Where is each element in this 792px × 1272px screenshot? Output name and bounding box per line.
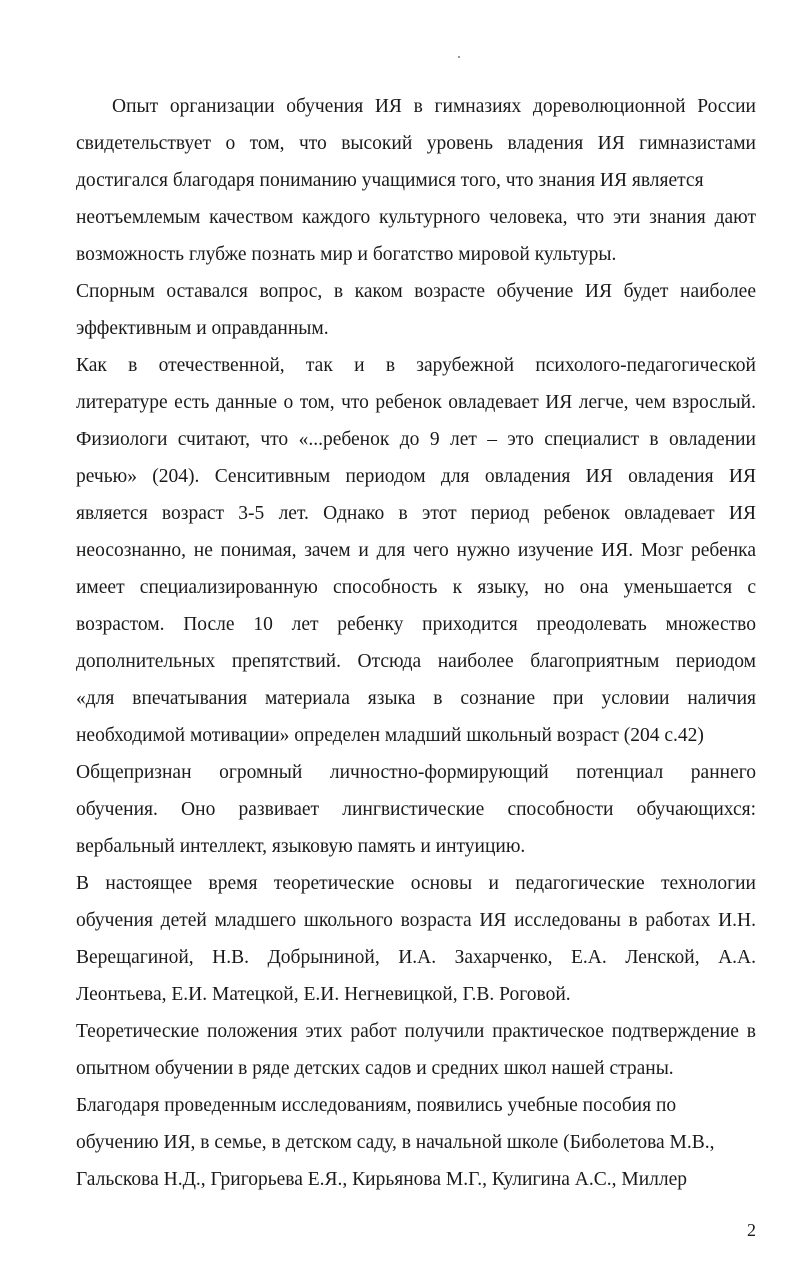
text-line: является возраст 3-5 лет. Однако в этот период ребенок овладевает ИЯ <box>76 503 756 524</box>
text-line: Леонтьева, Е.И. Матецкой, Е.И. Негневицкой, Г.В. Роговой. <box>76 984 571 1005</box>
text-line: возможность глубже познать мир и богатство мировой культуры. <box>76 244 617 265</box>
text-line: возрастом. После 10 лет ребенку приходится преодолевать множество <box>76 614 756 635</box>
text-line: обучения детей младшего школьного возраста ИЯ исследованы в работах И.Н. <box>76 910 756 931</box>
text-line: обучения. Оно развивает лингвистические способности обучающихся: <box>76 799 756 820</box>
text-line: Общепризнан огромный личностно-формирующий потенциал раннего <box>76 762 756 783</box>
text-line: дополнительных препятствий. Отсюда наиболее благоприятным периодом <box>76 651 756 672</box>
text-line: неосознанно, не понимая, зачем и для чего нужно изучение ИЯ. Мозг ребенка <box>76 540 756 561</box>
text-line: достигался благодаря пониманию учащимися того, что знания ИЯ является <box>76 170 704 191</box>
text-line: Верещагиной, Н.В. Добрыниной, И.А. Захарченко, Е.А. Ленской, А.А. <box>76 947 756 968</box>
text-line: опытном обучении в ряде детских садов и средних школ нашей страны. <box>76 1058 674 1079</box>
text-line: Физиологи считают, что «...ребенок до 9 лет – это специалист в овладении <box>76 429 756 450</box>
text-line: речью» (204). Сенситивным периодом для овладения ИЯ овладения ИЯ <box>76 466 756 487</box>
scan-artifact-dot <box>458 56 460 58</box>
text-line: В настоящее время теоретические основы и педагогические технологии <box>76 873 756 894</box>
text-line: Опыт организации обучения ИЯ в гимназиях дореволюционной России <box>112 96 756 117</box>
text-line: Спорным оставался вопрос, в каком возрасте обучение ИЯ будет наиболее <box>76 281 756 302</box>
text-line: Благодаря проведенным исследованиям, появились учебные пособия по <box>76 1095 677 1116</box>
text-line: «для впечатывания материала языка в сознание при условии наличия <box>76 688 756 709</box>
text-line: эффективным и оправданным. <box>76 318 329 339</box>
text-line: Теоретические положения этих работ получили практическое подтверждение в <box>76 1021 756 1042</box>
page-number: 2 <box>747 1220 756 1240</box>
text-line: Как в отечественной, так и в зарубежной психолого-педагогической <box>76 355 756 376</box>
text-line: имеет специализированную способность к языку, но она уменьшается с <box>76 577 756 598</box>
text-line: литературе есть данные о том, что ребенок овладевает ИЯ легче, чем взрослый. <box>76 392 756 413</box>
text-line: вербальный интеллект, языковую память и интуицию. <box>76 836 526 857</box>
text-line: свидетельствует о том, что высокий уровень владения ИЯ гимназистами <box>76 133 756 154</box>
text-line: Гальскова Н.Д., Григорьева Е.Я., Кирьянова М.Г., Кулигина А.С., Миллер <box>76 1169 688 1190</box>
text-line: необходимой мотивации» определен младший школьный возраст (204 с.42) <box>76 725 704 746</box>
text-line: неотъемлемым качеством каждого культурного человека, что эти знания дают <box>76 207 756 228</box>
document-body <box>76 88 756 1198</box>
text-line: обучению ИЯ, в семье, в детском саду, в начальной школе (Биболетова М.В., <box>76 1132 715 1153</box>
